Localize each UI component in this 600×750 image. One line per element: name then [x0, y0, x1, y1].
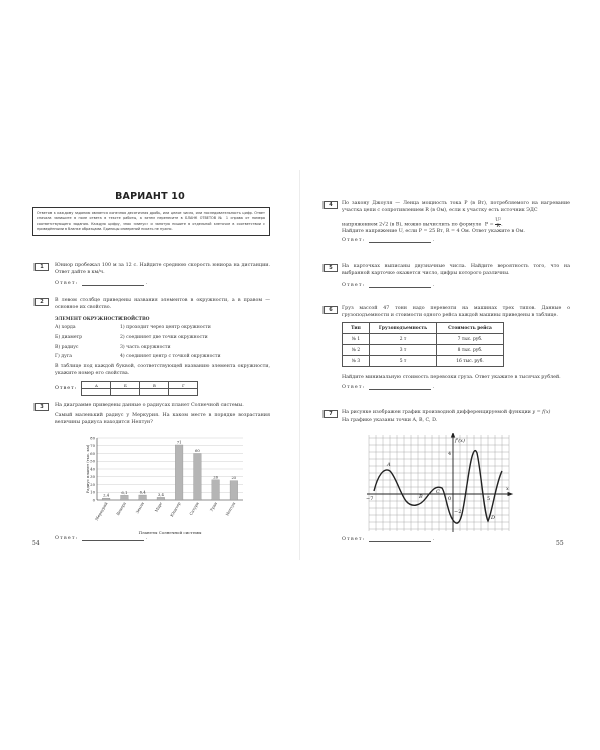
- page-number: 55: [556, 540, 564, 547]
- bar-value-label: 6,1: [121, 489, 128, 495]
- letter-cell: В: [140, 382, 169, 389]
- graph-grid: [369, 435, 509, 531]
- y-tick-label: 0: [92, 497, 95, 503]
- letter-cell: А: [82, 382, 111, 389]
- x-tick-label: Уран: [208, 501, 218, 513]
- answer-line[interactable]: [369, 283, 431, 288]
- y-bottom-label: −2: [454, 509, 462, 515]
- y-axis-label: Радиус планет (тыс. км): [85, 444, 90, 494]
- question-number-7: 7: [324, 410, 338, 418]
- x-tick-label: Юпитер: [168, 501, 182, 518]
- x-pos-label: 5: [487, 496, 491, 502]
- right-page: [300, 0, 600, 750]
- question-1-answer: Ответ: .: [55, 281, 148, 286]
- bar-value-label: 3,4: [157, 491, 164, 497]
- question-3-text2: Самый маленький радиус у Меркурия. На каком месте в порядке возрастания величины радиуса находится Нептун?: [55, 413, 270, 425]
- elements-list: [55, 323, 82, 362]
- y-tick-label: 20: [90, 481, 95, 487]
- letter-cell: Г: [169, 382, 198, 389]
- question-5-answer: Ответ: .: [342, 283, 435, 288]
- answer-cell[interactable]: [140, 389, 169, 396]
- y-top-label: 4: [448, 451, 452, 457]
- point-d-label: D: [491, 515, 496, 521]
- y-tick-label: 30: [90, 474, 95, 480]
- y-tick-label: 40: [90, 466, 95, 472]
- properties-list: [120, 323, 221, 362]
- answer-line[interactable]: [369, 238, 431, 243]
- table-header: Тип: [343, 323, 370, 334]
- answer-table: [55, 381, 198, 396]
- table-header: Стоимость рейса: [437, 323, 504, 334]
- question-7-text: На рисунке изображен график производной дифференцируемой функции y = f(x): [342, 410, 551, 415]
- bar-8: [230, 481, 238, 500]
- list-item: Г) дуга: [55, 354, 72, 360]
- answer-label: Ответ:: [342, 385, 366, 390]
- y-tick-label: 60: [90, 450, 95, 456]
- question-3-text1: На диаграмме приведены данные о радиусах планет Солнечной системы.: [55, 403, 244, 408]
- bar-value-label: 60: [194, 448, 200, 453]
- answer-line[interactable]: [369, 537, 431, 542]
- bar-value-label: 71: [176, 439, 182, 445]
- question-4-answer: Ответ: .: [342, 238, 435, 243]
- question-number-1: 1: [35, 263, 49, 271]
- bar-4: [157, 497, 165, 500]
- table-row: № 2 3 т 8 тыс. руб.: [343, 345, 504, 356]
- answer-cell[interactable]: [169, 389, 198, 396]
- variant-title: ВАРИАНТ 10: [115, 191, 185, 202]
- bar-value-label: 6,4: [139, 489, 146, 495]
- x-tick-label: Меркурий: [93, 501, 109, 522]
- letter-cell: Б: [111, 382, 140, 389]
- question-number-5: 5: [324, 264, 338, 272]
- y-tick-label: 50: [90, 458, 95, 464]
- x-tick-label: Венера: [115, 501, 127, 517]
- list-item: А) хорда: [55, 325, 76, 330]
- table-header: Грузоподъемность: [370, 323, 437, 334]
- point-c-label: C: [436, 489, 440, 495]
- question-number-2: 2: [35, 298, 49, 306]
- answer-cell[interactable]: [82, 389, 111, 396]
- derivative-graph: [364, 433, 514, 533]
- x-tick-label: Нептун: [224, 501, 237, 517]
- y-tick-label: 10: [90, 489, 95, 495]
- question-7-answer: Ответ: .: [342, 537, 435, 542]
- x-axis-label: Планеты Солнечной системы: [138, 530, 202, 535]
- x-axis-label: x: [506, 486, 509, 492]
- list-item: Б) диаметр: [55, 334, 83, 340]
- answer-label: Ответ:: [55, 386, 78, 391]
- bar-6: [194, 454, 202, 501]
- table-row: № 1 2 т 7 тыс. руб.: [343, 334, 504, 345]
- question-6-text: Груз массой 47 тонн надо перевезти на машинах трех типов. Данные о грузоподъемности и стоимости одного рейса каждой машины приведены в таблице.: [342, 306, 570, 318]
- formula: P = $\frac{\text{U²}}{R}$ .: [484, 218, 503, 229]
- question-number-4: 4: [324, 201, 338, 209]
- point-a-label: A: [387, 462, 391, 468]
- bar-5: [175, 445, 183, 500]
- bar-value-label: 25: [231, 475, 237, 481]
- list-item: 2) соединяет две точки окружности: [120, 334, 208, 340]
- answer-label: Ответ:: [342, 238, 366, 243]
- answer-cell[interactable]: [111, 389, 140, 396]
- question-2-task: В таблице под каждой буквой, соответствующей названию элемента окружности, укажите номер его свойства.: [55, 364, 270, 376]
- page-number: 54: [32, 540, 40, 547]
- question-2-answer: [55, 381, 198, 396]
- question-3-answer: Ответ: .: [55, 536, 148, 541]
- answer-label: Ответ:: [342, 283, 366, 288]
- planet-radius-chart: [55, 432, 255, 540]
- question-7-points: На графике указаны точки A, B, C, D.: [342, 418, 438, 423]
- answer-line[interactable]: [82, 281, 144, 286]
- bar-3: [139, 495, 147, 500]
- bar-value-label: 2,4: [103, 492, 110, 498]
- bar-1: [102, 498, 110, 500]
- question-6-task: Найдите минимальную стоимость перевозки груза. Ответ укажите в тысячах рублей.: [342, 375, 561, 380]
- function-notation: y = f(x): [532, 410, 551, 415]
- question-number-6: 6: [324, 306, 338, 314]
- instructions-box: Ответом к каждому заданию является конечная десятичная дробь, или целое число, или последовательность цифр. Ответ сначала запишите в поле ответа в тексте работы, а затем перенесите в БЛАНК ОТВЕТОВ № 1 справа от номера соответствующего задания. Каждую цифру, знак «минус» и запятую пишите в отдельной клеточке в соответствии с приведёнными в бланке образцами. Единицы измерений писать не нужно.: [32, 207, 270, 236]
- x-tick-label: Земля: [134, 501, 145, 515]
- question-5-text: На карточках выписаны двузначные числа. Найдите вероятность того, что на выбранной карточке окажется число, цифры которого различны.: [342, 264, 570, 276]
- question-6-answer: Ответ: .: [342, 385, 435, 390]
- answer-label: Ответ:: [55, 536, 79, 541]
- graph-labels: [366, 437, 509, 521]
- list-item: В) радиус: [55, 344, 79, 350]
- point-b-label: B: [419, 494, 423, 500]
- origin-label: 0: [448, 496, 452, 502]
- transport-table: [342, 322, 504, 367]
- column-header-properties: СВОЙСТВО: [120, 317, 150, 322]
- list-item: 1) проходит через центр окружности: [120, 325, 211, 330]
- bar-value-label: 26: [213, 474, 219, 480]
- answer-line[interactable]: [82, 536, 144, 541]
- table-row: № 3 5 т 16 тыс. руб.: [343, 356, 504, 367]
- answer-line[interactable]: [369, 385, 431, 390]
- question-4-task: Найдите напряжение U, если P = 25 Вт, R = 4 Ом. Ответ укажите в Ом.: [342, 229, 525, 234]
- bar-7: [212, 480, 220, 500]
- bar-2: [121, 495, 129, 500]
- y-tick-label: 80: [90, 435, 95, 441]
- x-neg-label: −7: [366, 496, 374, 502]
- question-4-text: По закону Джоуля — Ленца мощность тока P (в Вт), потребляемого на нагревание участка цепи с сопротивлением R (в Ом), если к участку есть источник ЭДС: [342, 201, 570, 213]
- list-item: 3) часть окружности: [120, 344, 171, 350]
- question-2-text: В левом столбце приведены названия элементов в окружности, а в правом — основное их свойство.: [55, 298, 270, 310]
- question-number-3: 3: [35, 403, 49, 411]
- question-4-formula-line: напряжением 2√2 (в В), можно вычислить по формуле P = $\frac{\text{U²}}{R}$ .: [342, 218, 503, 229]
- column-header-elements: ЭЛЕМЕНТ ОКРУЖНОСТИ: [55, 317, 123, 322]
- y-tick-label: 70: [90, 443, 95, 449]
- question-1-text: Юниор пробежал 100 м за 12 с. Найдите среднюю скорость юниора на дистанции. Ответ дайте в км/ч.: [55, 263, 270, 275]
- x-tick-label: Марс: [153, 501, 164, 513]
- list-item: 4) соединяет центр с точкой окружности: [120, 354, 221, 360]
- answer-label: Ответ:: [55, 281, 79, 286]
- answer-label: Ответ:: [342, 537, 366, 542]
- x-tick-label: Сатурн: [188, 501, 200, 517]
- y-axis-label: f'(x): [455, 438, 465, 444]
